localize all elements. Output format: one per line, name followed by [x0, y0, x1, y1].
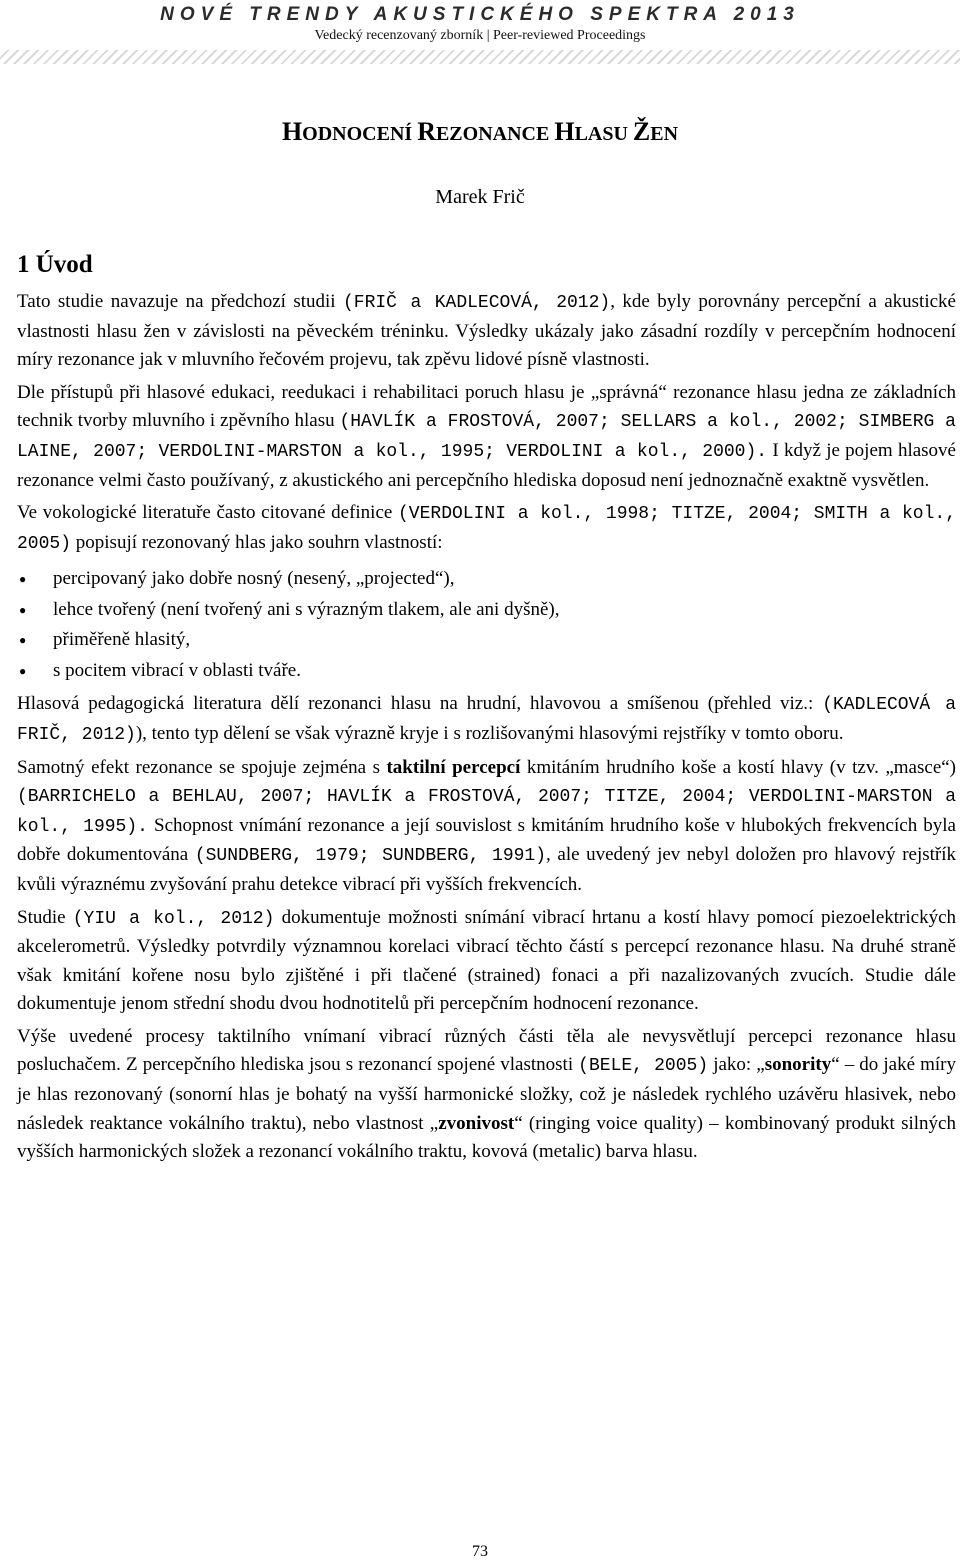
- running-header: [0, 0, 960, 45]
- section-heading: 1 Úvod: [17, 251, 93, 278]
- title-part: ODNOCENÍ: [302, 123, 418, 145]
- text-run: Studie: [17, 906, 73, 928]
- emphasis: taktilní percepcí: [386, 756, 521, 778]
- paragraph-3: [17, 499, 956, 558]
- bullet-list: [17, 564, 956, 686]
- citation: (HAVLÍK a FROSTOVÁ, 2007; SELLARS a kol., 2002; SIMBERG a LAINE, 2007; VERDOLINI-MARSTON a kol., 1995; VERDOLINI a kol., 2000).: [17, 412, 956, 462]
- paragraph-4: [17, 690, 956, 749]
- title-part: H: [554, 117, 575, 146]
- text-run: , ale uvedený jev nebyl doložen pro hlavový rejstřík kvůli výraznému zvyšování prahu detekce vibrací při vyšších frekvencích.: [17, 844, 957, 895]
- list-item: ● lehce tvořený (není tvořený ani s výrazným tlakem, ale ani dyšně),: [17, 595, 956, 626]
- paragraph-5: [17, 754, 956, 900]
- citation: (FRIČ a KADLECOVÁ, 2012): [342, 293, 611, 313]
- text-run: “ – do jaké míry je hlas rezonovaný (sonorní hlas je bohatý na vyšší harmonické složky, což je následek rychlého uzávěru hlasivek, nebo následek reaktance vokálního traktu), nebo vlastnost „: [17, 1054, 956, 1134]
- citation: (SUNDBERG, 1979; SUNDBERG, 1991): [194, 846, 547, 867]
- text-run: Výše uvedené procesy taktilního vnímaní vibrací různých části těla ale nevysvětlují percepci rezonance hlasu posluchačem. Z percepčního hlediska jsou s rezonancí spojené vlastnosti: [17, 1025, 956, 1076]
- citation: (BELE, 2005): [578, 1056, 709, 1077]
- text-run: Tato studie navazuje na předchozí studii: [17, 291, 343, 312]
- text-run: I když je pojem hlasové rezonance velmi často používaný, z akustického ani percepčního hlediska doposud není jednoznačně exaktně vysvětlen.: [17, 439, 956, 491]
- decorative-hatch-divider: [0, 50, 960, 64]
- title-part: LASU: [574, 123, 633, 145]
- title-part: EZONANCE: [435, 123, 555, 145]
- paragraph-7: [17, 1023, 956, 1167]
- list-item: ● přiměřeně hlasitý,: [17, 625, 956, 656]
- conference-title: NOVÉ TRENDY AKUSTICKÉHO SPEKTRA 2013: [160, 4, 800, 25]
- title-part: R: [417, 117, 436, 146]
- paragraph-2: [17, 379, 956, 495]
- text-run: , kde byly porovnány percepční a akustické vlastnosti hlasu žen v závislosti na pěveckém tréninku. Výsledky ukázaly jako zásadní rozdíly v percepčním hodnocení míry rezonance jak v mluvního řečovém projevu, tak zpěvu lidové písně vlastnosti.: [17, 291, 956, 371]
- emphasis: sonority: [764, 1054, 832, 1076]
- citation: (VERDOLINI a kol., 1998; TITZE, 2004; SMITH a kol., 2005): [17, 504, 957, 554]
- proceedings-subtitle: Vedecký recenzovaný zborník | Peer-reviewed Proceedings: [314, 28, 646, 43]
- page-number: 73: [472, 1543, 488, 1560]
- author-name: Marek Frič: [435, 186, 525, 208]
- list-item: ● s pocitem vibrací v oblasti tváře.: [17, 656, 956, 687]
- text-run: popisují rezonovaný hlas jako souhrn vlastností:: [71, 531, 443, 553]
- title-part: EN: [650, 123, 679, 145]
- text-run: Schopnost vnímání rezonance a její souvislost s kmitáním hrudního koše v hlubokých frekvencích byla dobře dokumentována: [17, 814, 956, 866]
- title-part: H: [281, 117, 303, 146]
- text-run: Ve vokologické literatuře často citované definice: [17, 502, 398, 524]
- citation: (BARRICHELO a BEHLAU, 2007; HAVLÍK a FROSTOVÁ, 2007; TITZE, 2004; VERDOLINI-MARSTON a kol., 1995).: [17, 787, 956, 837]
- text-run: Samotný efekt rezonance se spojuje zejména s: [17, 756, 387, 778]
- text-run: Hlasová pedagogická literatura dělí rezonanci hlasu na hrudní, hlavovou a smíšenou (přehled viz.:: [17, 693, 823, 715]
- text-run: Dle přístupů při hlasové edukaci, reedukaci i rehabilitaci poruch hlasu je „správná“ rezonance hlasu jedna ze základních technik tvorby mluvního i zpěvního hlasu: [17, 381, 956, 432]
- text-run: jako: „: [708, 1054, 765, 1076]
- body-text: [17, 288, 956, 1171]
- citation: (KADLECOVÁ a FRIČ, 2012): [17, 695, 956, 745]
- title-part: Ž: [632, 117, 651, 146]
- list-item: ● percipovaný jako dobře nosný (nesený, „projected“),: [17, 564, 956, 595]
- paper-title: [0, 112, 960, 154]
- text-run: dokumentuje možnosti snímání vibrací hrtanu a kostí hlavy pomocí piezoelektrických akcelerometrů. Výsledky potvrdily významnou korelaci vibrací těchto částí s percepcí rezonance hlasu. Na druhé straně však kmitání kořene nosu bylo zjištěné i při tlačené (strained) fonaci a při nazalizovaných zvucích. Studie dále dokumentuje jenom střední shodu dvou hodnotitelů při percepčním hodnocení rezonance.: [17, 906, 957, 1015]
- citation: (YIU a kol., 2012): [72, 908, 275, 929]
- text-run: kmitáním hrudního koše a kostí hlavy (v tzv. „masce“): [520, 756, 957, 778]
- text-run: ), tento typ dělení se však výrazně kryje i s rozlišovanými hlasovými rejstříky v tomto oboru.: [135, 722, 844, 744]
- text-run: “ (ringing voice quality) – kombinovaný produkt silných vyšších harmonických složek a rezonancí vokálního traktu, kovová (metalic) barva hlasu.: [17, 1112, 956, 1163]
- emphasis: zvonivost: [438, 1112, 515, 1134]
- paragraph-6: [17, 904, 956, 1019]
- paragraph-1: [17, 288, 956, 375]
